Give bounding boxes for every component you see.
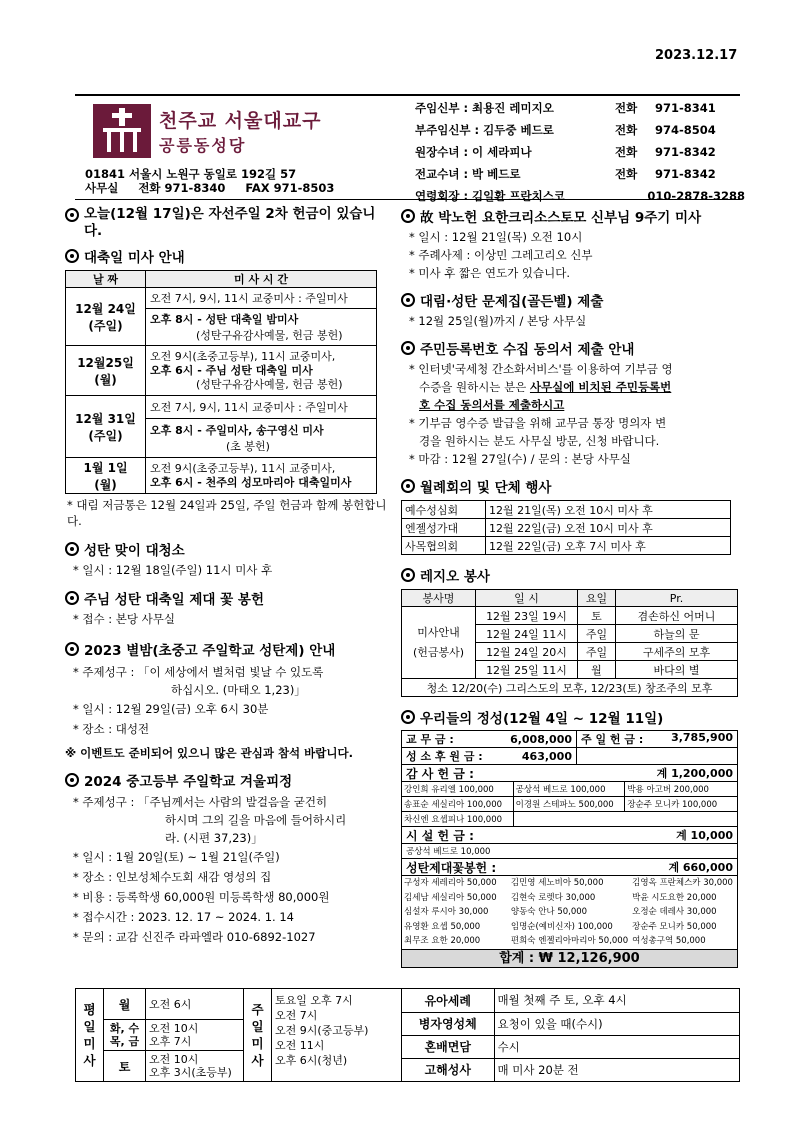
office-label: 사무실 <box>85 181 119 195</box>
cleaning-title <box>65 539 390 559</box>
offering-label: 성탄제대꽃봉헌 : <box>406 860 497 875</box>
mass-date: 12월25일 (월) <box>66 346 146 396</box>
donor: 박윤 시도요한 20,000 <box>632 892 717 903</box>
info-line: * 일시 : 12월 21일(목) 오전 10시 <box>409 230 583 244</box>
donor: 공상석 베드로 100,000 <box>514 782 626 797</box>
offering-label: 감 사 헌 금 : <box>406 766 474 781</box>
mass-guide-title <box>65 246 390 266</box>
mass-time: 오후 6시 - 주님 성탄 대축일 미사 <box>150 363 313 377</box>
info-line: * 일시 : 1월 20일(토) ~ 1월 21일(주일) <box>73 850 280 864</box>
staff-phone: 971-8342 <box>655 145 716 159</box>
cleaning-duty: 청소 12/20(수) 그리스도의 모후, 12/23(토) 창조주의 모후 <box>402 679 738 697</box>
notice-charity <box>65 206 390 240</box>
info-line: * 비용 : 등록학생 60,000원 미등록학생 80,000원 <box>73 890 330 904</box>
info-line: 하시며 그의 길을 마음에 들어하시리 <box>165 813 347 827</box>
sacrament-name: 혼배면담 <box>402 1035 494 1058</box>
praesidium: 바다의 별 <box>616 661 738 679</box>
service-name: 미사안내 (헌금봉사) <box>402 607 476 679</box>
praesidium: 구세주의 모후 <box>616 643 738 661</box>
info-emphasis: 사무실에 비치된 주민등록번 <box>529 380 672 394</box>
right-column <box>401 206 741 968</box>
donor: 심설자 루시아 30,000 <box>404 907 489 917</box>
mass-time: 토요일 오후 7시 <box>275 994 353 1007</box>
section-heading: 故 박노헌 요한크리소스토모 신부님 9주기 미사 <box>420 210 702 226</box>
service-day: 주일 <box>578 643 616 661</box>
meeting-table <box>401 500 731 555</box>
donor: 강인희 유리엘 100,000 <box>402 782 514 797</box>
logo-diocese: 천주교 서울대교구 <box>159 110 322 132</box>
staff-phone: 974-8504 <box>655 123 716 137</box>
offering-label: 성 소 후 원 금 : <box>406 750 483 763</box>
info-line: * 기부금 영수증 발급을 위해 교무금 통장 명의자 변 <box>409 416 667 430</box>
sacrament-desc: 매월 첫째 주 토, 오후 4시 <box>494 989 739 1012</box>
group-name: 엔젤성가대 <box>402 519 486 537</box>
staff-row <box>415 141 745 163</box>
offering-amount: 3,785,900 <box>671 731 733 744</box>
address-line: 01841 서울시 노원구 동일로 192길 57 <box>85 167 297 181</box>
mass-note: (성탄구유감사예물, 헌금 봉헌) <box>196 377 343 391</box>
grand-total: 합계 : ₩ 12,126,900 <box>402 949 737 967</box>
service-day: 토 <box>578 607 616 625</box>
mass-time: 오전 9시(중고등부) <box>275 1024 369 1037</box>
mass-time: 오후 6시 - 천주의 성모마리아 대축일미사 <box>150 475 352 489</box>
offering-label: 시 설 헌 금 : <box>406 828 474 843</box>
mass-date: 12월 31일 (주일) <box>66 396 146 458</box>
resident-number-title <box>401 338 741 358</box>
staff-role: 부주임신부 : 김두중 베드로 <box>415 123 554 137</box>
info-text: 수증을 원하시는 분은 <box>419 380 530 394</box>
target-bullet-icon <box>65 208 79 222</box>
staff-role: 주임신부 : 최용진 레미지오 <box>415 101 554 115</box>
target-bullet-icon <box>65 773 79 787</box>
thanks-donors <box>402 782 737 827</box>
service-date: 12월 25일 11시 <box>476 661 578 679</box>
section-heading: 레지오 봉사 <box>420 569 490 585</box>
notice-text: 오늘(12월 17일)은 자선주일 2차 헌금이 있습니다. <box>84 206 376 239</box>
winter-retreat-info <box>65 793 390 947</box>
section-heading: 2024 중고등부 주일학교 겨울피정 <box>84 774 293 790</box>
section-heading: 2023 별밤(초중고 주일학교 성탄제) 안내 <box>84 643 336 659</box>
target-bullet-icon <box>401 209 415 223</box>
target-bullet-icon <box>401 710 415 724</box>
column-header: 미 사 시 간 <box>146 271 377 288</box>
mass-note: (초 봉헌) <box>226 440 270 453</box>
legio-title <box>401 565 741 585</box>
section-heading: 대축일 미사 안내 <box>84 250 185 266</box>
column-header: 날 짜 <box>66 271 146 288</box>
info-line: * 접수시간 : 2023. 12. 17 ~ 2024. 1. 14 <box>73 910 294 924</box>
service-day: 월 <box>578 661 616 679</box>
staff-phone: 971-8341 <box>655 101 716 115</box>
donor: 김세남 세실리아 50,000 <box>404 892 497 903</box>
star-night-note: ※ 이벤트도 준비되어 있으니 많은 관심과 참석 바랍니다. <box>65 746 353 760</box>
offering-report <box>401 730 738 968</box>
staff-row <box>415 97 745 119</box>
mass-time: 오전 9시(초중고등부), 11시 교중미사, <box>150 461 336 475</box>
praesidium: 하늘의 문 <box>616 625 738 643</box>
weekday-mass-title: 평 일 미 사 <box>76 989 104 1082</box>
column-header: 요일 <box>578 590 616 607</box>
staff-row <box>415 163 745 185</box>
mass-day: 월 <box>104 989 146 1020</box>
donor: 여성총구역 50,000 <box>632 936 706 946</box>
office-tel: 전화 971-8340 <box>138 181 226 195</box>
parish-logo <box>93 104 343 158</box>
donor: 김현숙 로렛다 30,000 <box>510 892 596 903</box>
staff-phone: 010-2878-3288 <box>647 189 745 203</box>
service-date: 12월 24일 11시 <box>476 625 578 643</box>
sacrament-info <box>402 989 740 1082</box>
mass-time: 오전 7시 <box>275 1009 318 1022</box>
mass-time: 오전 7시, 9시, 11시 교중미사 : 주일미사 <box>146 396 376 419</box>
donor: 장순주 모니카 50,000 <box>632 921 717 932</box>
staff-row <box>415 119 745 141</box>
mass-time: 오전 6시 <box>146 989 244 1020</box>
flower-info: * 접수 : 본당 사무실 <box>73 612 176 626</box>
meeting-time: 12월 21일(목) 오전 10시 미사 후 <box>486 501 731 519</box>
office-fax: FAX 971-8503 <box>245 181 335 195</box>
staff-phone: 971-8342 <box>655 167 716 181</box>
staff-phone-label: 전화 <box>615 101 638 115</box>
star-night-info <box>65 662 390 739</box>
sacrament-name: 유아세례 <box>402 989 494 1012</box>
staff-role: 원장수녀 : 이 세라피나 <box>415 145 532 159</box>
donor: 송표순 세실리아 100,000 <box>402 797 514 812</box>
winter-retreat-title <box>65 770 390 790</box>
target-bullet-icon <box>401 568 415 582</box>
target-bullet-icon <box>65 542 79 556</box>
column-header: Pr. <box>616 590 738 607</box>
legio-table <box>401 589 738 697</box>
info-line: * 주례사제 : 이상민 그레고리오 신부 <box>409 248 593 262</box>
donor: 임명순(예비신자) 100,000 <box>510 921 613 932</box>
target-bullet-icon <box>401 341 415 355</box>
memorial-info <box>401 228 741 282</box>
mass-time: 오후 8시 - 성탄 대축일 밤미사 <box>150 313 299 326</box>
donor: 편희숙 엔젤리아마리아 50,000 <box>510 936 629 946</box>
mass-note: (성탄구유감사예물, 헌금 봉헌) <box>196 329 343 342</box>
star-night-title <box>65 639 390 659</box>
donor: 박용 아고버 200,000 <box>625 782 737 797</box>
mass-date: 1월 1일 (월) <box>66 458 146 494</box>
sacrament-name: 병자영성체 <box>402 1012 494 1035</box>
info-line: * 장소 : 인보성체수도회 새감 영성의 집 <box>73 870 272 884</box>
staff-role: 연령회장 : 김일환 프란치스코 <box>415 189 565 203</box>
memorial-title <box>401 206 741 226</box>
info-line: 라. (시편 37,23)」 <box>165 831 263 845</box>
section-heading: 주님 성탄 대축일 제대 꽃 봉헌 <box>84 592 264 608</box>
meeting-time: 12월 22일(금) 오전 10시 미사 후 <box>486 519 731 537</box>
section-divider <box>75 199 740 200</box>
donor: 김민영 세노비아 50,000 <box>510 878 604 888</box>
info-line: * 미사 후 짧은 연도가 있습니다. <box>409 266 570 280</box>
column-header: 봉사명 <box>402 590 476 607</box>
donor: 양동숙 안나 50,000 <box>510 907 588 917</box>
service-day: 주일 <box>578 625 616 643</box>
sunday-mass-title: 주 일 미 사 <box>244 989 272 1082</box>
offering-total: 계 10,000 <box>676 829 733 842</box>
offering-total: 계 1,200,000 <box>656 767 733 780</box>
mass-time: 오전 11시 <box>275 1039 325 1052</box>
staff-phone-label: 전화 <box>615 167 638 181</box>
section-heading: 대림·성탄 문제집(골든벨) 제출 <box>420 294 604 310</box>
donor: 장순주 모니카 100,000 <box>625 797 737 812</box>
staff-list <box>415 97 745 207</box>
meeting-time: 12월 22일(금) 오후 7시 미사 후 <box>486 537 731 555</box>
office-contact <box>85 181 334 196</box>
section-heading: 우리들의 정성(12월 4일 ~ 12월 11일) <box>420 711 664 727</box>
info-line: * 장소 : 대성전 <box>73 722 150 736</box>
offering-total: 계 660,000 <box>668 861 733 874</box>
offering-label: 교 무 금 : <box>406 733 454 746</box>
mass-time: 오후 8시 - 주일미사, 송구영신 미사 <box>150 424 324 437</box>
mass-day: 화, 수 목, 금 <box>104 1020 146 1051</box>
donor: 차신엔 요셉피나 100,000 <box>402 812 514 826</box>
target-bullet-icon <box>65 591 79 605</box>
offering-amount: 463,000 <box>521 749 572 763</box>
info-line: * 주제성구 : 「주님께서는 사람의 발걸음을 굳건히 <box>73 795 328 809</box>
donor: 구성자 세레리아 50,000 <box>404 878 497 888</box>
info-line: 경을 원하시는 분도 사무실 방문, 신청 바랍니다. <box>419 434 660 448</box>
monthly-meeting-title <box>401 476 741 496</box>
table-row <box>402 501 731 519</box>
column-header: 일 시 <box>476 590 578 607</box>
resident-number-info <box>401 360 741 468</box>
section-heading: 성탄 맞이 대청소 <box>84 543 185 559</box>
mass-time: 오전 9시(초중고등부), 11시 교중미사, <box>150 349 336 363</box>
golden-bell-info: * 12월 25일(월)까지 / 본당 사무실 <box>409 314 587 328</box>
table-row <box>402 519 731 537</box>
sunday-mass-times <box>272 989 402 1082</box>
mass-time: 오전 10시 오후 7시 <box>146 1020 244 1051</box>
donor: 오정순 데레사 30,000 <box>632 907 717 917</box>
donor: 유영환 요셉 50,000 <box>404 921 481 932</box>
flower-donors <box>402 876 737 949</box>
info-line: * 인터넷'국세청 간소화서비스'를 이용하여 기부금 영 <box>409 362 673 376</box>
header-divider <box>75 94 740 96</box>
section-heading: 월례회의 및 단체 행사 <box>420 480 552 496</box>
info-line: * 마감 : 12월 27일(수) / 문의 : 본당 사무실 <box>409 452 631 466</box>
group-name: 예수성심회 <box>402 501 486 519</box>
section-heading: 주민등록번호 수집 동의서 제출 안내 <box>420 342 635 358</box>
offering-title <box>401 707 741 727</box>
info-line: 하십시오. (마태오 1,23)」 <box>171 683 306 697</box>
staff-phone-label: 전화 <box>615 145 638 159</box>
sacrament-desc: 수시 <box>494 1035 739 1058</box>
table-row <box>402 537 731 555</box>
flower-title <box>65 588 390 608</box>
service-date: 12월 24일 20시 <box>476 643 578 661</box>
target-bullet-icon <box>401 293 415 307</box>
left-column <box>65 206 390 947</box>
donor: 공상석 베드로 10,000 <box>402 844 737 859</box>
mass-day: 토 <box>104 1051 146 1082</box>
target-bullet-icon <box>65 249 79 263</box>
mass-date: 12월 24일 (주일) <box>66 288 146 346</box>
offering-amount: 6,008,000 <box>510 732 572 746</box>
info-line <box>409 378 741 396</box>
group-name: 사목협의회 <box>402 537 486 555</box>
donor: 최무조 요한 20,000 <box>404 936 481 946</box>
mass-note-text: * 대림 저금통은 12월 24일과 25일, 주일 헌금과 함께 봉헌합니다. <box>67 498 387 528</box>
golden-bell-title <box>401 290 741 310</box>
staff-phone-label: 전화 <box>615 123 638 137</box>
bulletin-date: 2023.12.17 <box>655 48 738 63</box>
target-bullet-icon <box>401 479 415 493</box>
sacrament-desc: 매 미사 20분 전 <box>494 1058 739 1081</box>
info-line: * 문의 : 교감 신진주 라파엘라 010-6892-1027 <box>73 930 316 944</box>
mass-time: 오전 10시 오후 3시(초등부) <box>146 1051 244 1082</box>
info-line: * 일시 : 12월 29일(금) 오후 6시 30분 <box>73 702 269 716</box>
sacrament-name: 고해성사 <box>402 1058 494 1081</box>
regular-mass-table <box>75 988 740 1082</box>
info-line: * 주제성구 : 「이 세상에서 별처럼 빛날 수 있도록 <box>73 665 324 679</box>
mass-time: 오전 7시, 9시, 11시 교중미사 : 주일미사 <box>146 288 376 309</box>
mass-schedule-table <box>65 270 377 494</box>
praesidium: 겸손하신 어머니 <box>616 607 738 625</box>
mass-time: 오후 6시(청년) <box>275 1054 348 1067</box>
staff-row <box>415 185 745 207</box>
sacrament-desc: 요청이 있을 때(수시) <box>494 1012 739 1035</box>
offering-label: 주 일 헌 금 : <box>581 733 644 746</box>
donor: 김영옥 프란체스카 30,000 <box>632 878 733 888</box>
staff-role: 전교수녀 : 박 베드로 <box>415 167 521 181</box>
service-date: 12월 23일 19시 <box>476 607 578 625</box>
target-bullet-icon <box>65 642 79 656</box>
donor: 이경원 스테파노 500,000 <box>514 797 626 812</box>
info-emphasis: 호 수집 동의서를 제출하시고 <box>419 398 565 412</box>
logo-parish: 공릉동성당 <box>159 136 247 155</box>
cleaning-info: * 일시 : 12월 18일(주일) 11시 미사 후 <box>73 563 273 577</box>
church-icon <box>93 104 151 158</box>
